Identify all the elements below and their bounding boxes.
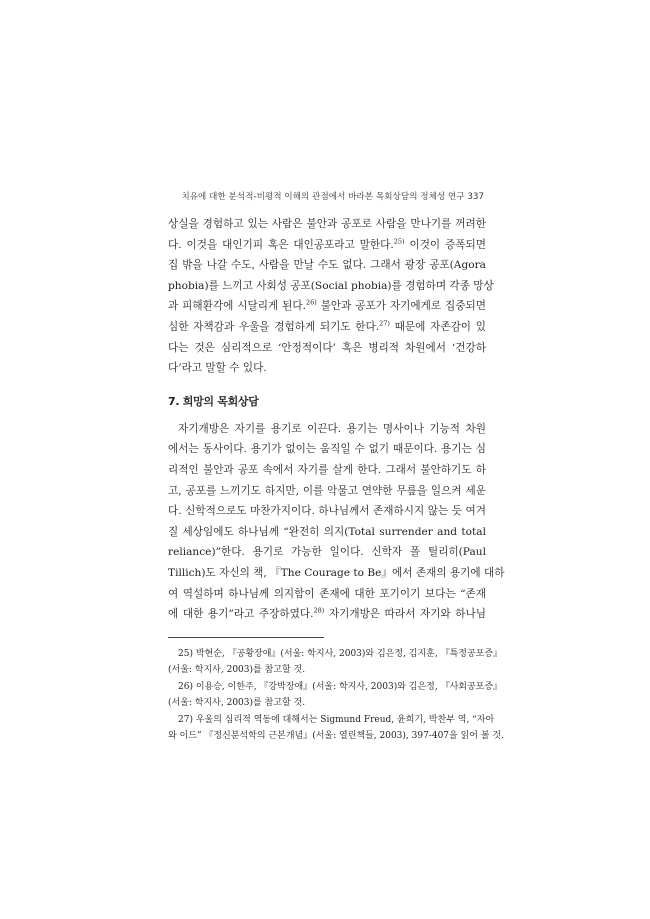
text-line: 심한 자책감과 우울을 경험하게 되기도 한다.$^{27)}$ 때문에 자존감이 있 [168,319,486,333]
footnote-26: 26) 이용승, 이한주, 『강박장애』(서울: 학지사, 2003)와 김은정, 『사회공포증』 [178,681,503,692]
text-line: 에 대한 용기”라고 주장하였다.$^{28)}$ 자기개방은 따라서 자기와 하나님 [168,606,486,621]
footnote-divider [168,637,324,638]
page-body [168,214,505,745]
text-line: 에서는 동사이다. 용기가 없이는 움직일 수 없기 때문이다. 용기는 심 [168,443,486,456]
text-line: phobia)를 느끼고 사회성 공포(Social phobia)를 경험하며 각종 망상 [168,279,494,292]
text-line: 질 세상임에도 하나님께 “완전히 의지(Total surrender and total [168,525,486,538]
text-line: 다는 것은 심리적으로 ‘안정적이다’ 혹은 병리적 차원에서 ‘건강하 [168,341,486,354]
text-line: 리적인 불안과 공포 속에서 자기를 살게 한다. 그래서 불안하기도 하 [168,463,486,476]
text-line: 집 밖을 나갈 수도, 사람을 만날 수도 없다. 그래서 광장 공포(Agora [168,259,486,272]
text-line: 상실을 경험하고 있는 사람은 불안과 공포로 사람을 만나기를 꺼려한 [168,218,486,230]
running-header: 치유에 대한 분석적-비평적 이해의 관점에서 바라본 목회상담의 정체성 연구 337 [181,192,484,202]
text-line: 여 역설하며 하나님께 의지함이 존재에 대한 포기이기 보다는 “존재 [168,587,486,600]
footnote-ref-25: 25) [393,237,405,246]
footnote-25-cont: (서울: 학지사, 2003)를 참고할 것. [168,665,306,676]
footnote-ref-27: 27) [379,319,390,328]
paragraph-1 [168,214,494,379]
text-line: 고, 공포를 느끼기도 하지만, 이를 악물고 연약한 무릎을 일으켜 세운 [168,484,486,497]
text-line: 자기개방은 자기를 용기로 이끈다. 용기는 명사이나 기능적 차원 [178,422,486,435]
footnotes [168,646,504,745]
footnote-ref-28: 28) [313,606,325,615]
footnote-26-cont: (서울: 학지사, 2003)를 참고할 것. [168,698,306,709]
text-line: 다. 신학적으로도 마찬가지이다. 하나님께서 존재하시지 않는 듯 여겨 [168,505,486,518]
footnote-27-cont: 와 이드” 『정신분석학의 근본개념』(서울: 열린책들, 2003), 397-407을 읽어 볼 것. [168,731,504,742]
footnote-ref-26: 26) [305,298,317,307]
text-line: 다’라고 말할 수 있다. [168,362,267,375]
text-line: 다. 이것을 대인기피 혹은 대인공포라고 말한다.$^{25)}$ 이것이 증폭되면 [168,237,487,251]
section-heading: 7. 희망의 목회상담 [168,394,259,408]
text-line: 과 피해환각에 시달리게 된다.$^{26)}$ 불안과 공포가 자기에게로 집중되면 [168,298,486,313]
paragraph-2 [168,419,505,625]
text-line: reliance)”한다. 용기로 가능한 일이다. 신학자 폴 틸리히(Paul [168,546,486,559]
footnote-25: 25) 박현순, 『공황장애』(서울: 학지사, 2003)와 김은정, 김지훈, 『특정공포증』 [178,648,503,659]
text-line: Tillich)도 자신의 책, 『The Courage to Be』에서 존재의 용기에 대하 [168,566,505,579]
footnote-27: 27) 우울의 심리적 역동에 대해서는 Sigmund Freud, 윤희기, 박찬부 역, “자아 [178,714,495,725]
